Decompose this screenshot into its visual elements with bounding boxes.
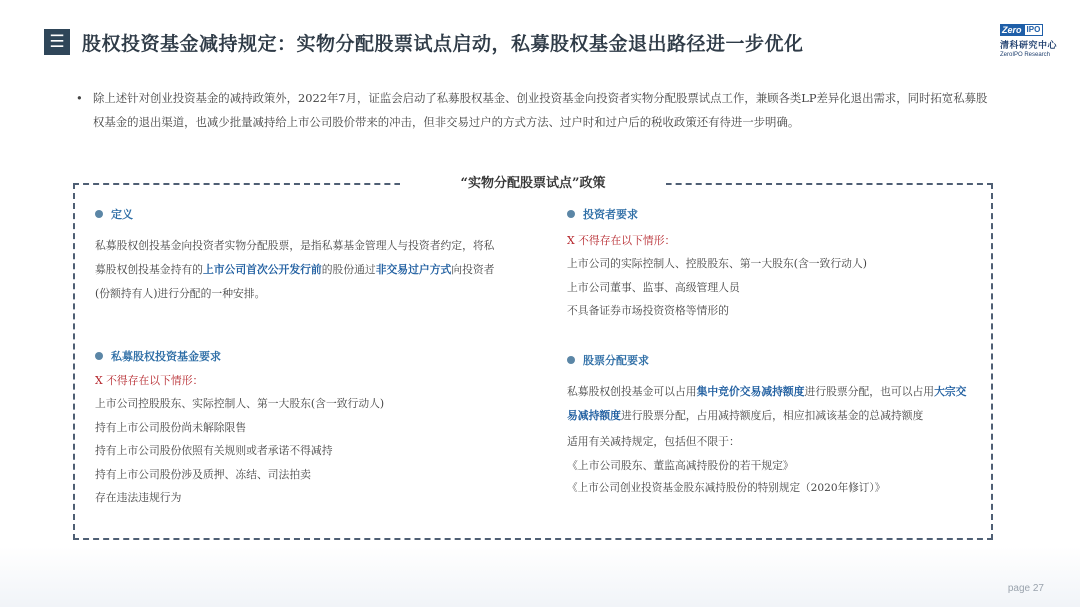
list-item: 持有上市公司股份涉及质押、冻结、司法拍卖: [95, 467, 311, 481]
logo-mark: [1000, 24, 1058, 36]
definition-text: [95, 234, 505, 306]
definition-text-part: 私募股权创投基金向投资者实物分配股票，是指私募基金管理人与投资者约定，将私募股权创投基金持有的: [95, 239, 495, 276]
distribution-highlight-block: 大宗交易减持额度: [567, 385, 967, 422]
distribution-text-part: 进行股票分配，占用减持额度后，相应扣减该基金的总减持额度: [620, 409, 924, 422]
list-item: 《上市公司创业投资基金股东减持股份的特别规定（2020年修订）》: [567, 482, 886, 494]
distribution-section: [567, 352, 977, 501]
zeroipo-logo: [1000, 24, 1058, 58]
distribution-heading: [567, 352, 977, 368]
fund-prohibition-label: X 不得存在以下情形：: [95, 374, 204, 387]
investor-heading: [567, 206, 967, 222]
distribution-text: [567, 380, 977, 428]
list-item: 上市公司董事、监事、高级管理人员: [567, 280, 740, 294]
list-item: 上市公司的实际控制人、控股股东、第一大股东(含一致行动人): [567, 257, 867, 270]
menu-icon[interactable]: ☰: [44, 29, 70, 55]
logo-brand-right: IPO: [1024, 24, 1044, 36]
distribution-highlight-auction: 集中竞价交易减持额度: [696, 385, 805, 398]
definition-section: [95, 206, 505, 306]
list-item: 存在违法违规行为: [95, 491, 182, 504]
page-header: [44, 28, 804, 56]
definition-heading: [95, 206, 505, 222]
distribution-text-part: 进行股票分配，也可以占用: [804, 385, 935, 398]
distribution-heading-text: 股票分配要求: [583, 354, 649, 367]
list-item: 《上市公司股东、董监高减持股份的若干规定》: [567, 458, 794, 472]
list-item: 持有上市公司股份依照有关规则或者承诺不得减持: [95, 444, 333, 457]
definition-highlight-transfer: 非交易过户方式: [375, 263, 452, 276]
definition-heading-text: 定义: [111, 208, 133, 221]
page-number: page 27: [1007, 583, 1044, 594]
footer-gradient: [0, 547, 1080, 607]
logo-brand-left: Zero: [1002, 25, 1022, 35]
policy-title: “实物分配股票试点”政策: [400, 172, 666, 196]
definition-highlight-ipo: 上市公司首次公开发行前: [202, 263, 322, 276]
bullet-dot-icon: [567, 210, 575, 218]
bullet-dot-icon: [95, 210, 103, 218]
investor-heading-text: 投资者要求: [583, 208, 638, 221]
list-item: 持有上市公司股份尚未解除限售: [95, 420, 247, 434]
list-item: 上市公司控股股东、实际控制人、第一大股东(含一致行动人): [95, 397, 385, 410]
logo-name-cn: 清科研究中心: [1000, 40, 1058, 50]
bullet-dot-icon: [567, 356, 575, 364]
list-item: 不具备证券市场投资资格等情形的: [567, 304, 729, 317]
bullet-icon: •: [76, 91, 83, 105]
definition-text-part: 的股份通过: [321, 263, 376, 276]
fund-heading: [95, 348, 515, 364]
distribution-text-part: 私募股权创投基金可以占用: [567, 385, 697, 398]
definition-text-part: 向投资者(份额持有人)进行分配的一种安排。: [95, 263, 495, 300]
page-title: 股权投资基金减持规定：实物分配股票试点启动，私募股权基金退出路径进一步优化: [82, 32, 804, 55]
investor-section: [567, 206, 967, 323]
fund-section: [95, 348, 515, 510]
bullet-dot-icon: [95, 352, 103, 360]
intro-text: 除上述针对创业投资基金的减持政策外，2022年7月，证监会启动了私募股权基金、创业投资基金向投资者实物分配股票试点工作，兼顾各类LP差异化退出需求，同时拓宽私募股权基金的退出渠道，也减少批量减持给上市公司股价带来的冲击，但非交易过户的方式方法、过户时和过户后的税收政策还有待进一步明确。: [93, 91, 988, 129]
logo-name-en: ZeroIPO Research: [1000, 52, 1051, 58]
fund-heading-text: 私募股权投资基金要求: [111, 350, 221, 363]
intro-paragraph: [76, 86, 992, 134]
investor-prohibition-label: X 不得存在以下情形：: [567, 234, 676, 247]
distribution-rules-intro: 适用有关减持规定，包括但不限于：: [567, 435, 740, 448]
